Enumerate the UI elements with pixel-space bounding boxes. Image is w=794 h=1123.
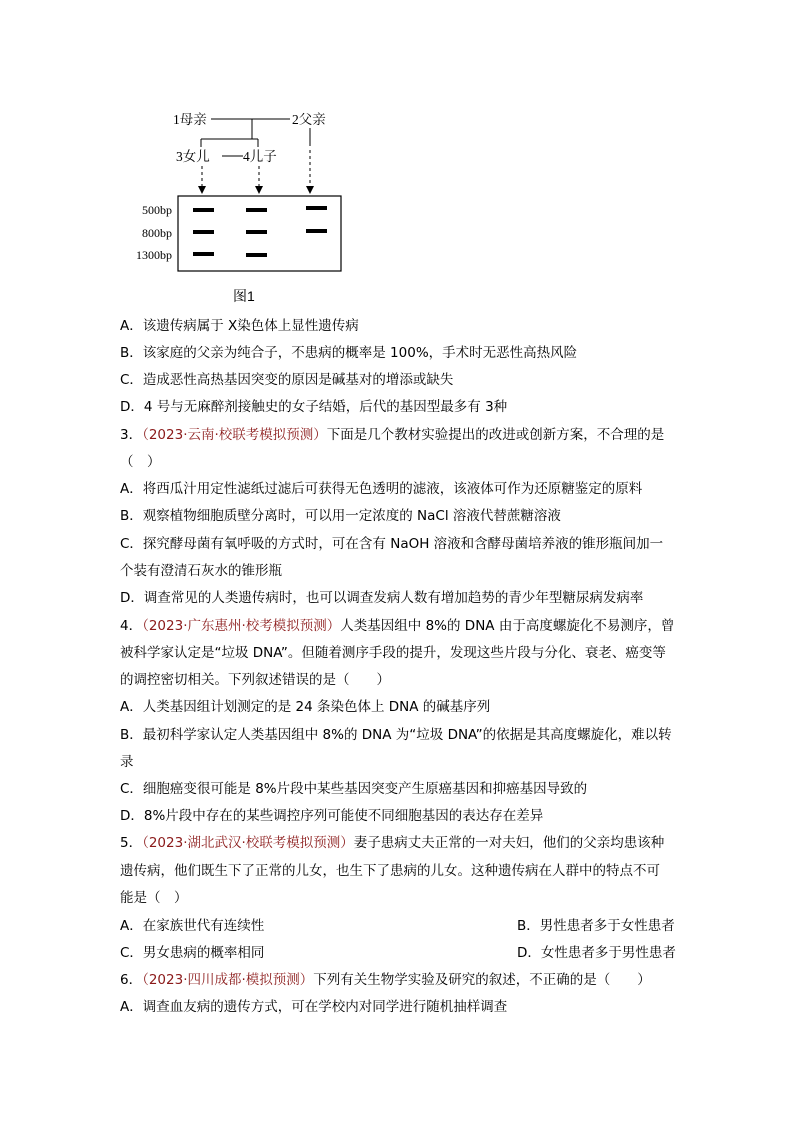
q4-option-b-cont: 录 xyxy=(120,754,134,770)
q5-stem-line3: 能是（ ） xyxy=(120,890,188,906)
q4-source: （2023·广东惠州·校考模拟预测） xyxy=(142,618,341,634)
q5-option-d: D．女性患者多于男性患者 xyxy=(517,945,676,961)
band-son-500 xyxy=(246,208,267,212)
q2-option-d: D．4 号与无麻醉剂接触史的女子结婚，后代的基因型最多有 3种 xyxy=(120,399,508,415)
q4-number: 4． xyxy=(120,618,143,634)
band-father-800 xyxy=(306,229,327,233)
q4-option-d: D．8%片段中存在的某些调控序列可能使不同细胞基因的表达存在差异 xyxy=(120,808,544,824)
marker-500: 500bp xyxy=(142,203,172,217)
q4-stem-line2: 被科学家认定是“垃圾 DNA”。但随着测序手段的提升，发现这些片段与分化、衰老、癌变等 xyxy=(120,645,666,661)
q3-stem-text: 下面是几个教材实验提出的改进或创新方案，不合理的是 xyxy=(326,427,665,443)
q2-option-a: A．该遗传病属于 X染色体上显性遗传病 xyxy=(120,318,359,334)
q3-option-d: D．调查常见的人类遗传病时，也可以调查发病人数有增加趋势的青少年型糖尿病发病率 xyxy=(120,590,644,606)
arrowhead-father xyxy=(306,186,314,194)
arrowhead-daughter xyxy=(198,186,206,194)
q5-options-row2 xyxy=(120,944,676,962)
band-daughter-500 xyxy=(193,208,214,212)
q6-stem-text: 下列有关生物学实验及研究的叙述，不正确的是（ ） xyxy=(313,972,651,988)
q3-option-c: C．探究酵母菌有氧呼吸的方式时，可在含有 NaOH 溶液和含酵母菌培养液的锥形瓶间加一 xyxy=(120,536,664,552)
figure-caption: 图1 xyxy=(233,288,255,304)
q5-source: （2023·湖北武汉·校联考模拟预测） xyxy=(142,835,354,851)
q5-option-c: C．男女患病的概率相同 xyxy=(120,945,265,961)
band-father-500 xyxy=(306,206,327,210)
q5-stem-line2: 遗传病，他们既生下了正常的儿女，也生下了患病的儿女。这种遗传病在人群中的特点不可 xyxy=(120,863,660,879)
marker-1300: 1300bp xyxy=(136,248,172,262)
q3-option-c-cont: 个装有澄清石灰水的锥形瓶 xyxy=(120,563,282,579)
band-daughter-800 xyxy=(193,230,214,234)
q6-number: 6． xyxy=(120,972,143,988)
q5-option-a: A．在家族世代有连续性 xyxy=(120,918,265,934)
q6-option-a: A．调查血友病的遗传方式，可在学校内对同学进行随机抽样调查 xyxy=(120,999,508,1015)
father-label: 2父亲 xyxy=(292,112,326,127)
q4-stem-line3: 的调控密切相关。下列叙述错误的是（ ） xyxy=(120,672,390,688)
q5-stem xyxy=(120,834,664,852)
q4-option-a: A．人类基因组计划测定的是 24 条染色体上 DNA 的碱基序列 xyxy=(120,699,491,715)
q4-option-c: C．细胞癌变很可能是 8%片段中某些基因突变产生原癌基因和抑癌基因导致的 xyxy=(120,781,588,797)
q2-option-c: C．造成恶性高热基因突变的原因是碱基对的增添或缺失 xyxy=(120,372,454,388)
daughter-label: 3女儿 xyxy=(176,149,210,164)
band-daughter-1300 xyxy=(193,252,214,256)
arrowhead-son xyxy=(255,186,263,194)
q5-stem-text: 妻子患病丈夫正常的一对夫妇，他们的父亲均患该种 xyxy=(353,835,665,851)
band-son-1300 xyxy=(246,253,267,257)
q3-stem xyxy=(120,426,664,444)
q3-option-b: B．观察植物细胞质壁分离时，可以用一定浓度的 NaCl 溶液代替蔗糖溶液 xyxy=(120,508,561,524)
pedigree-electrophoresis-figure xyxy=(0,0,794,320)
band-son-800 xyxy=(246,230,267,234)
q2-option-b: B．该家庭的父亲为纯合子，不患病的概率是 100%，手术时无恶性高热风险 xyxy=(120,345,578,361)
q6-stem xyxy=(120,971,651,989)
son-label: 4儿子 xyxy=(243,149,277,164)
q3-source: （2023·云南·校联考模拟预测） xyxy=(142,427,327,443)
q4-option-b: B．最初科学家认定人类基因组中 8%的 DNA 为“垃圾 DNA”的依据是其高度螺旋化，难以转 xyxy=(120,727,672,743)
q3-option-a: A．将西瓜汁用定性滤纸过滤后可获得无色透明的滤液，该液体可作为还原糖鉴定的原料 xyxy=(120,481,643,497)
q4-stem-text: 人类基因组中 8%的 DNA 由于高度螺旋化不易测序，曾 xyxy=(340,618,675,634)
q5-options-row1 xyxy=(120,917,675,935)
q6-source: （2023·四川成都·模拟预测） xyxy=(142,972,314,988)
q3-stem-cont: （ ） xyxy=(120,454,161,470)
q4-stem xyxy=(120,617,674,635)
q5-number: 5． xyxy=(120,835,143,851)
marker-800: 800bp xyxy=(142,226,172,240)
q5-option-b: B．男性患者多于女性患者 xyxy=(517,918,675,934)
mother-label: 1母亲 xyxy=(173,112,207,127)
q3-number: 3． xyxy=(120,427,143,443)
